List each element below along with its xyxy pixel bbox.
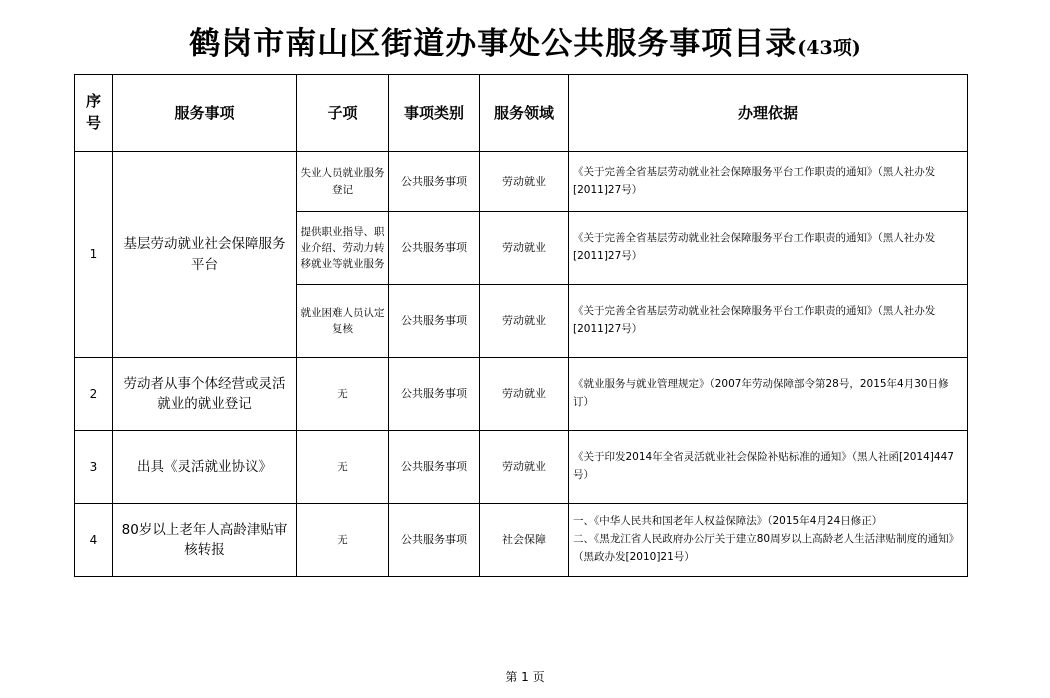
row-field: 劳动就业 bbox=[480, 358, 569, 431]
row-type: 公共服务事项 bbox=[389, 431, 480, 504]
row-type: 公共服务事项 bbox=[389, 212, 480, 285]
header-basis: 办理依据 bbox=[569, 75, 968, 152]
service-catalog-table bbox=[74, 74, 968, 577]
header-item: 服务事项 bbox=[113, 75, 297, 152]
table-row bbox=[75, 504, 968, 577]
row-basis: 《关于完善全省基层劳动就业社会保障服务平台工作职责的通知》（黑人社办发[2011]27号） bbox=[569, 152, 968, 212]
row-sub: 无 bbox=[297, 358, 389, 431]
row-basis: 《关于完善全省基层劳动就业社会保障服务平台工作职责的通知》（黑人社办发[2011]27号） bbox=[569, 212, 968, 285]
table-row bbox=[75, 358, 968, 431]
row-field: 劳动就业 bbox=[480, 152, 569, 212]
page-footer: 第 1 页 bbox=[505, 670, 545, 684]
row-sub: 无 bbox=[297, 431, 389, 504]
header-no: 序号 bbox=[75, 75, 113, 152]
row-sub: 无 bbox=[297, 504, 389, 577]
basis-line: 二、《黑龙江省人民政府办公厅关于建立80周岁以上高龄老人生活津贴制度的通知》（黑政办发[2010]21号） bbox=[573, 533, 960, 563]
header-type: 事项类别 bbox=[389, 75, 480, 152]
row-type: 公共服务事项 bbox=[389, 358, 480, 431]
row-item: 80岁以上老年人高龄津贴审核转报 bbox=[113, 504, 297, 577]
row-field: 劳动就业 bbox=[480, 431, 569, 504]
row-type: 公共服务事项 bbox=[389, 285, 480, 358]
basis-line: 一、《中华人民共和国老年人权益保障法》（2015年4月24日修正） bbox=[573, 515, 883, 528]
row-item: 基层劳动就业社会保障服务平台 bbox=[113, 152, 297, 358]
row-field: 社会保障 bbox=[480, 504, 569, 577]
header-field: 服务领域 bbox=[480, 75, 569, 152]
row-item: 劳动者从事个体经营或灵活就业的就业登记 bbox=[113, 358, 297, 431]
table-row bbox=[75, 152, 968, 212]
header-row bbox=[75, 75, 968, 152]
row-no: 1 bbox=[75, 152, 113, 358]
row-basis bbox=[569, 504, 968, 577]
row-sub: 提供职业指导、职业介绍、劳动力转移就业等就业服务 bbox=[297, 212, 389, 285]
row-sub: 失业人员就业服务登记 bbox=[297, 152, 389, 212]
row-type: 公共服务事项 bbox=[389, 504, 480, 577]
title-text: 鹤岗市南山区街道办事处公共服务事项目录 bbox=[189, 26, 798, 62]
row-item: 出具《灵活就业协议》 bbox=[113, 431, 297, 504]
row-no: 4 bbox=[75, 504, 113, 577]
title-count: (43项) bbox=[797, 37, 861, 59]
row-basis: 《就业服务与就业管理规定》（2007年劳动保障部令第28号，2015年4月30日修订） bbox=[569, 358, 968, 431]
row-type: 公共服务事项 bbox=[389, 152, 480, 212]
page-title bbox=[0, 18, 1050, 63]
row-basis: 《关于完善全省基层劳动就业社会保障服务平台工作职责的通知》（黑人社办发[2011]27号） bbox=[569, 285, 968, 358]
row-sub: 就业困难人员认定复核 bbox=[297, 285, 389, 358]
row-field: 劳动就业 bbox=[480, 285, 569, 358]
row-no: 3 bbox=[75, 431, 113, 504]
header-sub: 子项 bbox=[297, 75, 389, 152]
row-field: 劳动就业 bbox=[480, 212, 569, 285]
table-row bbox=[75, 431, 968, 504]
row-basis: 《关于印发2014年全省灵活就业社会保险补贴标准的通知》（黑人社函[2014]447号） bbox=[569, 431, 968, 504]
row-no: 2 bbox=[75, 358, 113, 431]
